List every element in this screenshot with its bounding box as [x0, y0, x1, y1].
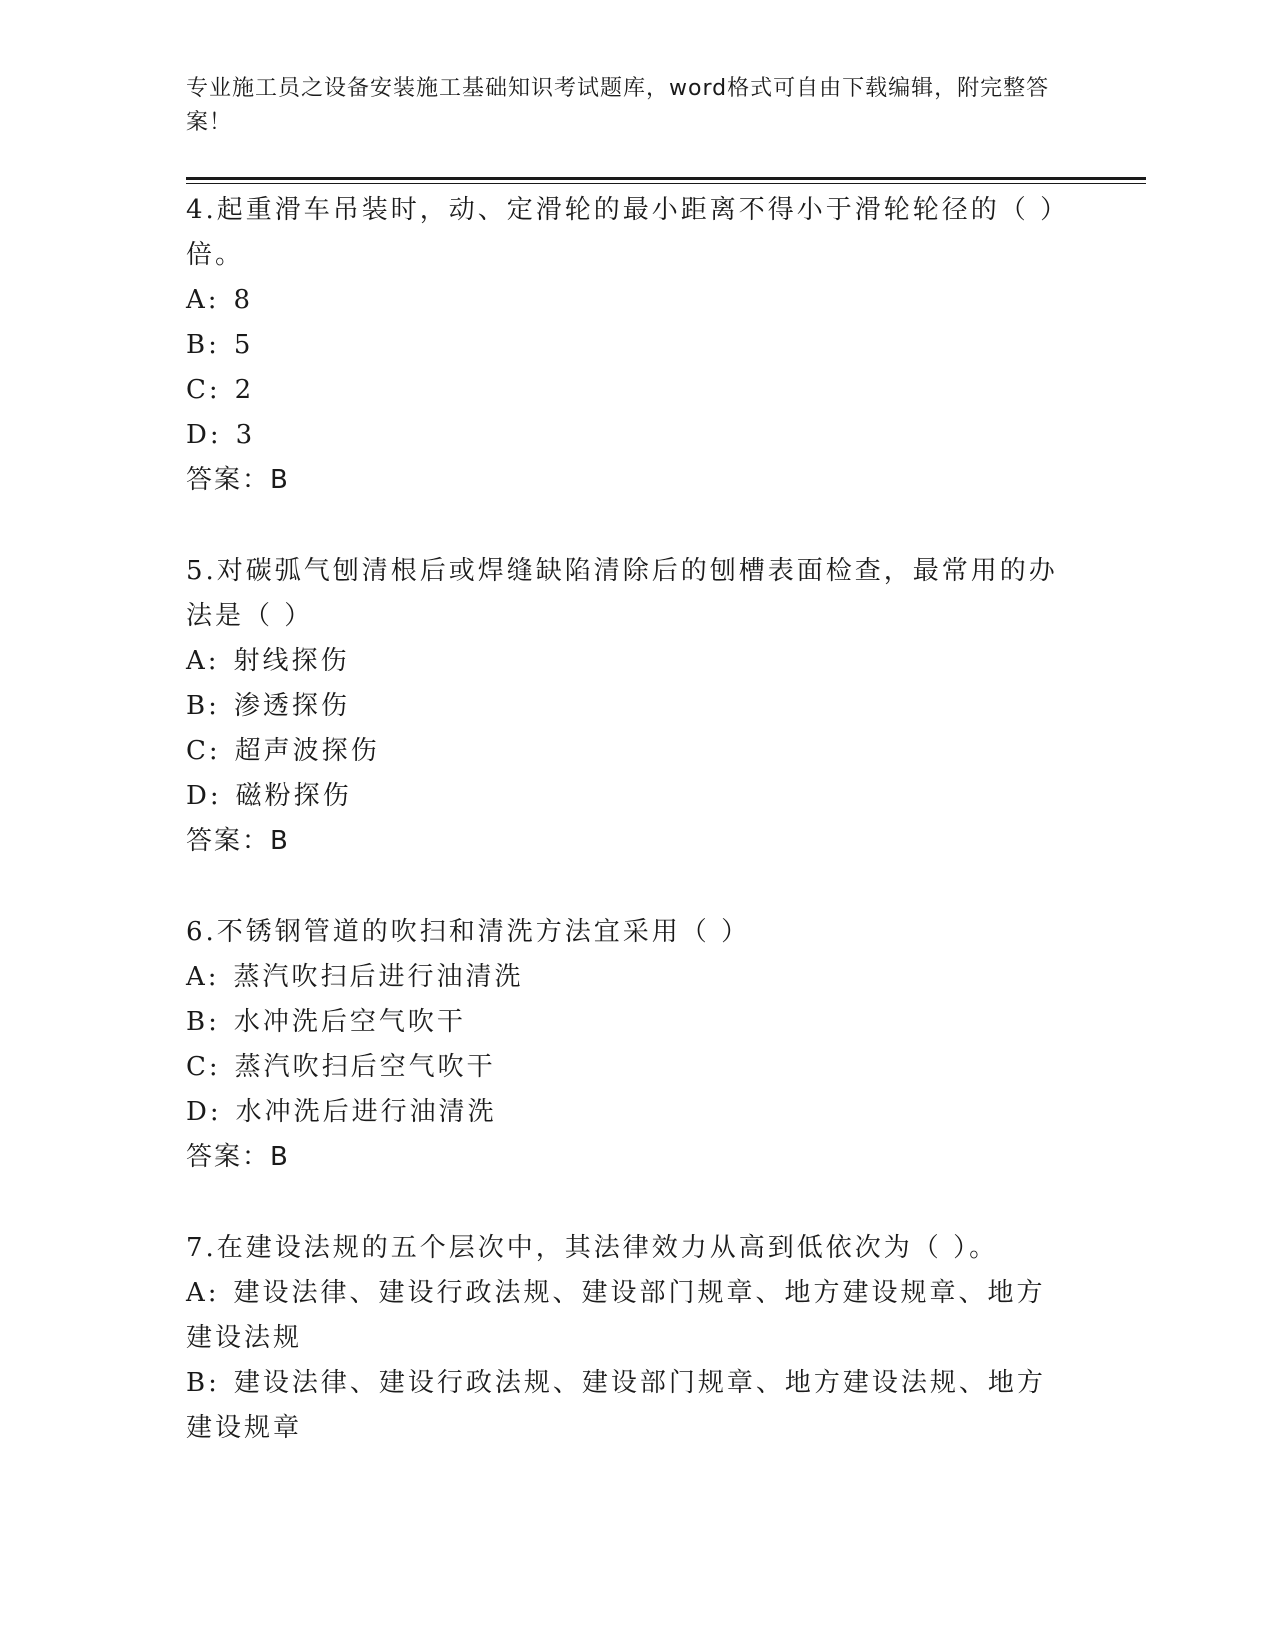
- option-text: 3: [235, 420, 256, 450]
- option-text: 2: [234, 375, 255, 405]
- document-header: 专业施工员之设备安装施工基础知识考试题库，word格式可自由下载编辑，附完整答案！: [186, 76, 1050, 135]
- option-text: 磁粉探伤: [235, 781, 352, 811]
- option-a: [186, 278, 1066, 323]
- question-list: [186, 188, 1086, 1497]
- option-letter: B:: [186, 691, 220, 721]
- option-letter: C:: [186, 736, 221, 766]
- question-stem: 7.在建设法规的五个层次中，其法律效力从高到低依次为（ ）。: [186, 1233, 999, 1263]
- option-text: 建设法律、建设行政法规、建设部门规章、地方建设法规、地方建设规章: [186, 1368, 1046, 1443]
- answer-line: 答案：B: [186, 826, 290, 856]
- question-stem: 5.对碳弧气刨清根后或焊缝缺陷清除后的刨槽表面检查，最常用的办法是（ ）: [186, 556, 1058, 631]
- option-c: [186, 1045, 1066, 1090]
- question-stem: 6.不锈钢管道的吹扫和清洗方法宜采用（ ）: [186, 917, 751, 947]
- option-b: [186, 1361, 1066, 1451]
- option-d: [186, 774, 1066, 819]
- header-divider-thin: [186, 183, 1146, 184]
- option-text: 超声波探伤: [234, 736, 380, 766]
- option-text: 建设法律、建设行政法规、建设部门规章、地方建设规章、地方建设法规: [186, 1278, 1046, 1353]
- option-a: [186, 639, 1066, 684]
- option-letter: A:: [186, 962, 220, 992]
- option-letter: C:: [186, 375, 221, 405]
- option-letter: A:: [186, 285, 220, 315]
- option-text: 渗透探伤: [233, 691, 350, 721]
- answer-line: 答案：B: [186, 465, 290, 495]
- option-text: 水冲洗后进行油清洗: [235, 1097, 497, 1127]
- option-b: [186, 323, 1066, 368]
- option-letter: D:: [186, 1097, 222, 1127]
- answer-line: 答案：B: [186, 1142, 290, 1172]
- option-c: [186, 729, 1066, 774]
- option-letter: A:: [186, 1278, 220, 1308]
- question-4: [186, 188, 1086, 503]
- option-letter: D:: [186, 420, 222, 450]
- option-letter: B:: [186, 1007, 220, 1037]
- option-letter: A:: [186, 646, 220, 676]
- option-d: [186, 413, 1066, 458]
- question-7: [186, 1226, 1086, 1451]
- option-text: 射线探伤: [233, 646, 350, 676]
- option-text: 蒸汽吹扫后进行油清洗: [233, 962, 524, 992]
- question-5: [186, 549, 1086, 864]
- option-text: 5: [233, 330, 254, 360]
- option-b: [186, 684, 1066, 729]
- option-letter: C:: [186, 1052, 221, 1082]
- option-text: 8: [233, 285, 254, 315]
- question-6: [186, 910, 1086, 1180]
- option-a: [186, 955, 1066, 1000]
- option-letter: B:: [186, 330, 220, 360]
- option-d: [186, 1090, 1066, 1135]
- question-stem: 4.起重滑车吊装时，动、定滑轮的最小距离不得小于滑轮轮径的（ ）倍。: [186, 195, 1057, 270]
- option-b: [186, 1000, 1066, 1045]
- option-text: 水冲洗后空气吹干: [233, 1007, 466, 1037]
- option-letter: D:: [186, 781, 222, 811]
- header-divider-thick: [186, 177, 1146, 180]
- option-text: 蒸汽吹扫后空气吹干: [234, 1052, 496, 1082]
- option-a: [186, 1271, 1066, 1361]
- option-c: [186, 368, 1066, 413]
- option-letter: B:: [186, 1368, 220, 1398]
